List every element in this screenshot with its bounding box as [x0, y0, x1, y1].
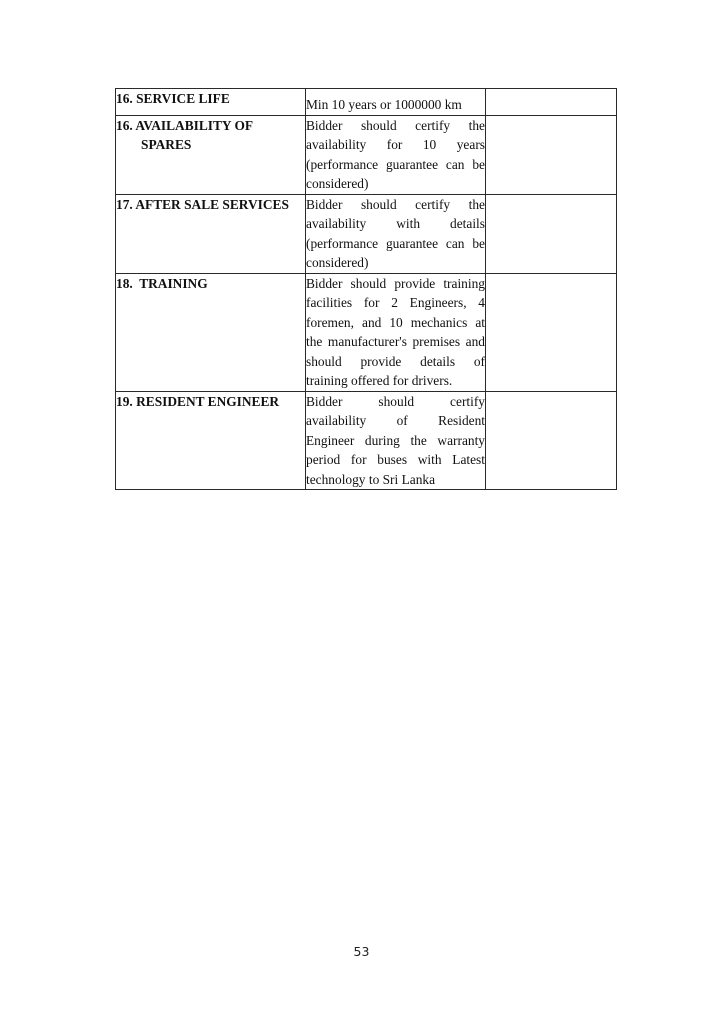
- requirement-text: considered): [306, 255, 369, 270]
- response-cell: [486, 273, 617, 391]
- response-cell: [486, 89, 617, 116]
- item-cell: [116, 391, 306, 490]
- item-label: 18. TRAINING: [116, 275, 208, 291]
- requirement-text: Engineer during the warranty: [306, 432, 485, 448]
- requirement-cell: [306, 391, 486, 490]
- table-row: [116, 194, 617, 273]
- requirement-text: availability of Resident: [306, 413, 485, 428]
- requirement-text: Bidder should certify the: [306, 196, 485, 212]
- table-row: [116, 273, 617, 391]
- item-label: 19. RESIDENT ENGINEER: [116, 393, 280, 409]
- response-cell: [486, 391, 617, 490]
- specification-table: [115, 88, 617, 490]
- requirement-text: availability for 10 years: [306, 137, 485, 152]
- requirement-text: the manufacturer's premises and: [306, 334, 485, 349]
- requirement-cell: [306, 89, 486, 116]
- requirement-text: (performance guarantee can be: [306, 156, 485, 172]
- requirement-text: period for buses with Latest: [306, 452, 485, 467]
- item-cell: [116, 115, 306, 194]
- table-row: [116, 89, 617, 116]
- requirement-cell: [306, 194, 486, 273]
- requirement-text: facilities for 2 Engineers, 4: [306, 295, 485, 310]
- page-number: 53: [353, 944, 370, 959]
- response-cell: [486, 115, 617, 194]
- requirement-text: (performance guarantee can be: [306, 235, 485, 251]
- requirement-text: technology to Sri Lanka: [306, 471, 436, 487]
- requirement-text: Bidder should provide training: [306, 275, 485, 291]
- requirement-text: Bidder should certify the: [306, 117, 485, 133]
- requirement-text: Min 10 years or 1000000 km: [306, 97, 462, 112]
- requirement-text: Bidder should certify: [306, 393, 485, 409]
- table-row: [116, 391, 617, 490]
- item-label: 16. SERVICE LIFE: [116, 91, 230, 106]
- requirement-text: training offered for drivers.: [306, 373, 453, 388]
- requirement-text: foremen, and 10 mechanics at: [306, 314, 485, 330]
- item-label-continued: SPARES: [141, 137, 192, 152]
- requirement-cell: [306, 115, 486, 194]
- requirement-text: availability with details: [306, 216, 485, 231]
- requirement-text: should provide details of: [306, 353, 485, 369]
- requirement-text: considered): [306, 176, 369, 191]
- response-cell: [486, 194, 617, 273]
- item-cell: [116, 89, 306, 116]
- table-row: [116, 115, 617, 194]
- item-label: 16. AVAILABILITY OF: [116, 117, 254, 133]
- item-label: 17. AFTER SALE SERVICES: [116, 196, 289, 212]
- requirement-cell: [306, 273, 486, 391]
- item-cell: [116, 194, 306, 273]
- item-cell: [116, 273, 306, 391]
